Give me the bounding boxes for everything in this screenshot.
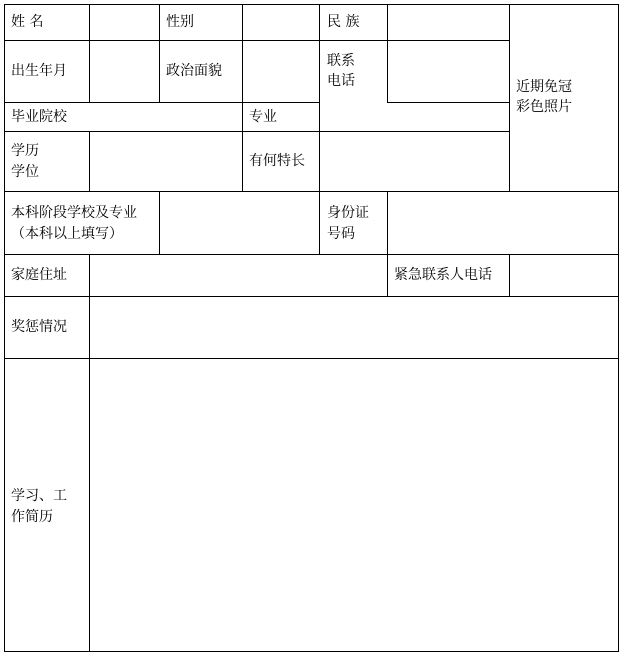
degree-label-line1: 学历 xyxy=(11,143,39,159)
specialty-label: 有何特长 xyxy=(249,153,305,169)
emergency-contact-label: 紧急联系人电话 xyxy=(394,267,492,283)
school-label: 毕业院校 xyxy=(11,109,67,125)
specialty-field[interactable] xyxy=(320,132,509,191)
id-number-field[interactable] xyxy=(388,192,618,254)
political-status-label: 政治面貌 xyxy=(166,63,222,79)
ethnicity-label: 民 族 xyxy=(327,14,360,30)
resume-field[interactable] xyxy=(90,359,618,651)
photo-label-line1: 近期免冠 xyxy=(516,79,572,95)
table-border-left xyxy=(4,4,5,652)
address-label: 家庭住址 xyxy=(11,267,67,283)
school-field[interactable] xyxy=(90,103,242,131)
table-border-bottom xyxy=(4,651,619,652)
phone-label-line1: 联系 xyxy=(327,53,355,69)
address-field[interactable] xyxy=(90,255,387,296)
emergency-contact-field[interactable] xyxy=(510,255,618,296)
col-divider-d2 xyxy=(319,191,320,254)
resume-label-line1: 学习、工 xyxy=(11,488,67,504)
undergrad-field[interactable] xyxy=(160,192,319,254)
phone-field[interactable] xyxy=(388,41,509,102)
id-number-label-line1: 身份证 xyxy=(327,205,369,221)
awards-field[interactable] xyxy=(90,297,618,358)
col-divider-b xyxy=(159,4,160,102)
awards-label: 奖惩情况 xyxy=(11,319,67,335)
phone-label-line2: 电话 xyxy=(327,73,355,89)
photo-label-line2: 彩色照片 xyxy=(516,99,572,115)
id-number-label-line2: 号码 xyxy=(327,226,355,242)
ethnicity-field[interactable] xyxy=(388,5,509,40)
birth-field[interactable] xyxy=(90,41,159,102)
major-label: 专业 xyxy=(249,109,277,125)
name-field[interactable] xyxy=(90,5,159,40)
photo-area[interactable] xyxy=(510,5,618,191)
gender-field[interactable] xyxy=(243,5,319,40)
birth-label: 出生年月 xyxy=(11,63,67,79)
political-status-field[interactable] xyxy=(243,41,319,102)
col-divider-e3 xyxy=(387,254,388,296)
major-field[interactable] xyxy=(320,103,509,131)
undergrad-label-line1: 本科阶段学校及专业 xyxy=(11,205,137,221)
resume-label-line2: 作简历 xyxy=(11,509,53,525)
undergrad-label-line2: （本科以上填写） xyxy=(11,226,123,242)
name-label: 姓 名 xyxy=(11,14,44,30)
table-border-right xyxy=(618,4,619,652)
gender-label: 性别 xyxy=(166,14,194,30)
degree-label-line2: 学位 xyxy=(11,164,39,180)
degree-field[interactable] xyxy=(90,132,242,191)
